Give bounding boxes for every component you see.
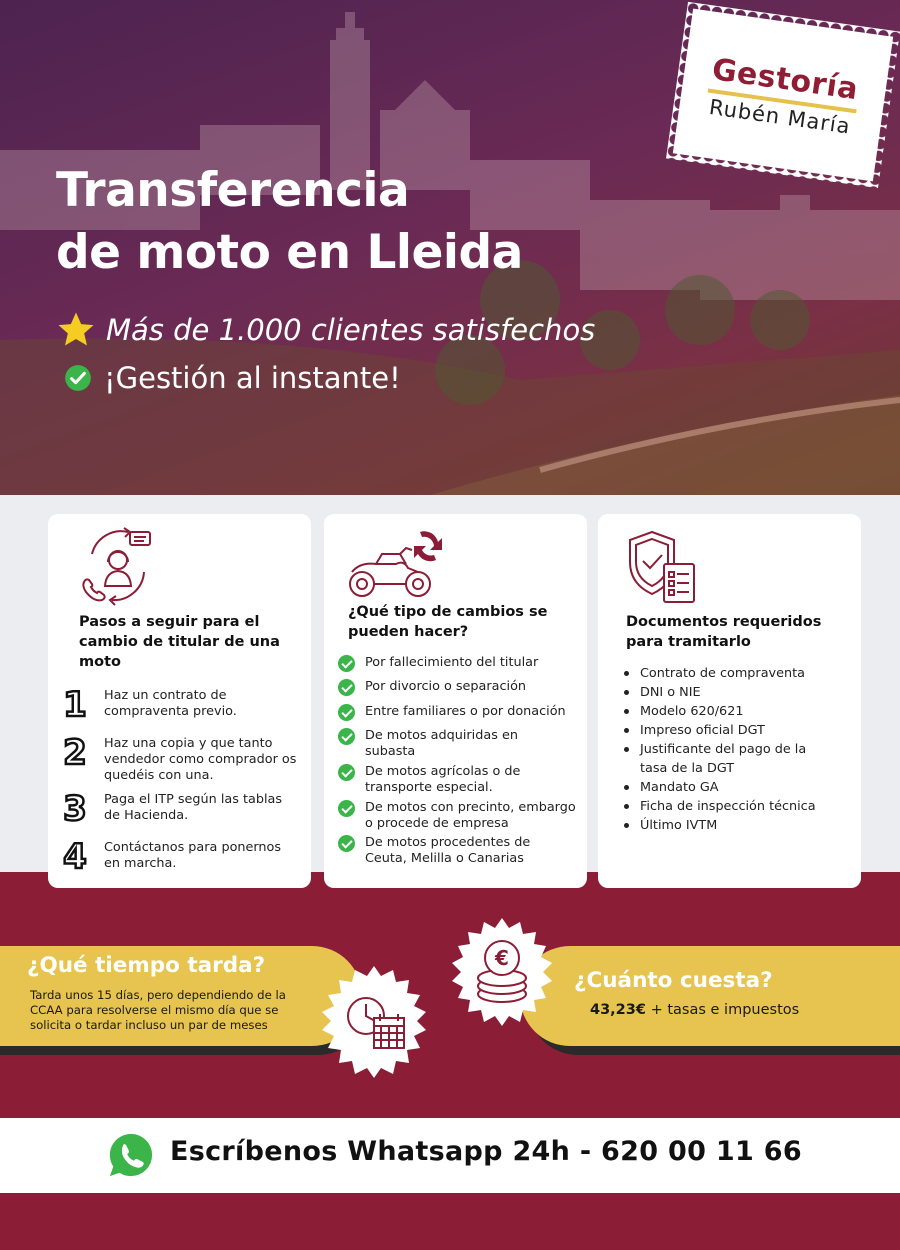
change-item <box>338 800 580 832</box>
document-item: Justificante del pago de la tasa de la DGT <box>624 740 834 778</box>
claim-clients-text: Más de 1.000 clientes satisfechos <box>106 313 596 347</box>
change-item-text: Entre familiares o por donación <box>365 704 566 719</box>
document-item: Contrato de compraventa <box>624 664 834 683</box>
change-item-text: De motos adquiridas en subasta <box>365 728 518 759</box>
check-circle-icon <box>64 364 92 392</box>
step-number: 2 <box>63 733 87 773</box>
change-item <box>338 764 545 796</box>
step-text: Haz una copia y que tanto vendedor como comprador os quedéis con una. <box>104 736 297 783</box>
document-item: Mandato GA <box>624 778 834 797</box>
check-icon <box>338 764 355 781</box>
documents-title: Documentos requeridos para tramitarlo <box>626 614 822 650</box>
euro-symbol: € <box>495 946 509 970</box>
claim-instant-text: ¡Gestión al instante! <box>104 361 401 395</box>
steps-title: Pasos a seguir para el cambio de titular de una moto <box>79 614 280 670</box>
documents-list <box>624 664 834 835</box>
motorbike-exchange-icon <box>346 524 446 600</box>
cost-suffix: + tasas e impuestos <box>645 1002 800 1018</box>
change-item-text: De motos con precinto, embargo o procede de empresa <box>365 800 576 831</box>
logo-line-1: Gestoría <box>709 51 861 107</box>
change-item <box>338 704 580 721</box>
company-logo-stamp <box>666 2 900 188</box>
cost-pill <box>520 946 900 1046</box>
document-item: Último IVTM <box>624 816 834 835</box>
check-icon <box>338 679 355 696</box>
shield-document-icon <box>626 528 698 606</box>
step-text: Haz un contrato de compraventa previo. <box>104 688 237 719</box>
cost-price: 43,23€ <box>590 1002 646 1018</box>
coins-euro-icon <box>448 918 556 1026</box>
claim-instant <box>64 361 401 395</box>
check-icon <box>338 728 355 745</box>
document-item: Modelo 620/621 <box>624 702 834 721</box>
check-icon <box>338 835 355 852</box>
check-icon <box>338 704 355 721</box>
whatsapp-icon[interactable] <box>108 1132 154 1178</box>
step-4 <box>60 837 294 877</box>
step-number: 4 <box>63 837 87 877</box>
check-icon <box>338 655 355 672</box>
star-icon <box>56 310 96 350</box>
cost-title: ¿Cuánto cuesta? <box>574 968 773 993</box>
steps-card <box>48 514 311 888</box>
step-number: 1 <box>63 685 87 725</box>
step-text: Paga el ITP según las tablas de Hacienda. <box>104 792 283 823</box>
claim-clients <box>56 310 595 350</box>
change-item <box>338 679 580 696</box>
title-line-1: Transferencia <box>56 163 410 218</box>
change-types-card <box>324 514 587 888</box>
change-item-text: De motos agrícolas o de transporte especial. <box>365 764 521 795</box>
document-item: DNI o NIE <box>624 683 834 702</box>
change-item-text: Por fallecimiento del titular <box>365 655 539 670</box>
change-types-title: ¿Qué tipo de cambios se pueden hacer? <box>348 604 548 640</box>
clock-calendar-icon <box>318 966 430 1078</box>
change-item <box>338 728 540 760</box>
change-item-text: De motos procedentes de Ceuta, Melilla o Canarias <box>365 835 531 866</box>
change-item-text: Por divorcio o separación <box>365 679 527 694</box>
step-3 <box>60 789 294 829</box>
title-line-2: de moto en Lleida <box>56 225 523 280</box>
documents-card <box>598 514 861 888</box>
change-item <box>338 655 580 672</box>
cost-text <box>590 1002 799 1018</box>
check-icon <box>338 800 355 817</box>
change-item <box>338 835 545 867</box>
time-title: ¿Qué tiempo tarda? <box>27 953 266 978</box>
document-item: Ficha de inspección técnica <box>624 797 834 816</box>
customer-support-icon <box>78 524 158 606</box>
step-text: Contáctanos para ponernos en marcha. <box>104 840 282 871</box>
step-2 <box>60 733 309 784</box>
step-number: 3 <box>63 789 87 829</box>
step-1 <box>60 685 304 725</box>
bottom-band <box>0 1193 900 1250</box>
document-item: Impreso oficial DGT <box>624 721 834 740</box>
page-title <box>56 160 523 284</box>
time-text: Tarda unos 15 días, pero dependiendo de la CCAA para resolverse el mismo día que se solicita o tardar incluso un par de meses <box>30 988 286 1032</box>
logo-line-2: Rubén María <box>707 94 853 139</box>
whatsapp-contact-text[interactable]: Escríbenos Whatsapp 24h - 620 00 11 66 <box>170 1136 802 1167</box>
